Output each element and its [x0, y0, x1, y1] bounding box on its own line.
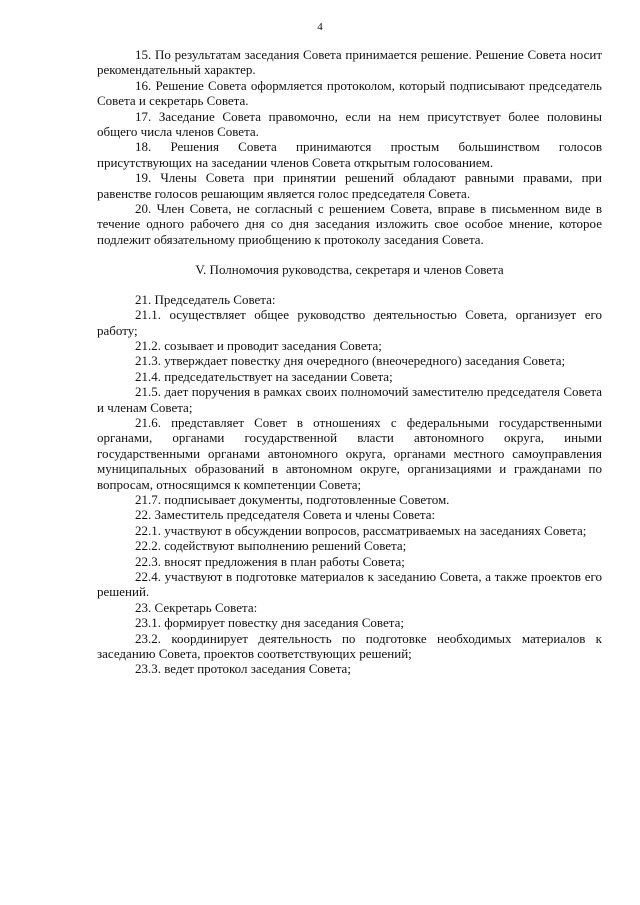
paragraph-19: 19. Члены Совета при принятии решений обладают равными правами, при равенстве голосов решающим является голос председателя Совета. [97, 170, 602, 201]
paragraph-21-3: 21.3. утверждает повестку дня очередного (внеочередного) заседания Совета; [135, 353, 566, 369]
paragraph-22: 22. Заместитель председателя Совета и члены Совета: [135, 507, 436, 523]
paragraph-18: 18. Решения Совета принимаются простым большинством голосов присутствующих на заседании членов Совета открытым голосованием. [97, 139, 602, 170]
paragraph-22-4: 22.4. участвуют в подготовке материалов к заседанию Совета, а также проектов его решений. [97, 569, 602, 600]
paragraph-22-3: 22.3. вносят предложения в план работы Совета; [135, 553, 405, 569]
paragraph-21-6: 21.6. представляет Совет в отношениях с федеральными государственными органами, органами государственной власти автономного округа, иными государственными органами автономного округа, органами местного самоуправления муниципальных образований в автономном округе, организациями и гражданами по вопросам, относящимся к компетенции Совета; [97, 414, 602, 492]
paragraph-21-5: 21.5. дает поручения в рамках своих полномочий заместителю председателя Совета и членам Совета; [97, 384, 602, 415]
paragraph-20: 20. Член Совета, не согласный с решением Совета, вправе в письменном виде в течение одного рабочего дня со дня заседания изложить свое особое мнение, которое подлежит обязательному приобщению к протоколу заседания Совета. [97, 201, 602, 247]
page-number: 4 [317, 21, 323, 33]
section-heading: V. Полномочия руководства, секретаря и членов Совета [195, 262, 504, 278]
paragraph-23-2: 23.2. координирует деятельность по подготовке необходимых материалов к заседанию Совета, проектов соответствующих решений; [97, 630, 602, 662]
document-body [97, 47, 602, 677]
paragraph-17: 17. Заседание Совета правомочно, если на нем присутствует более половины общего числа членов Совета. [97, 108, 602, 140]
paragraph-23-1: 23.1. формирует повестку дня заседания Совета; [135, 615, 404, 631]
paragraph-21-4: 21.4. председательствует на заседании Совета; [135, 368, 393, 384]
paragraph-16: 16. Решение Совета оформляется протоколом, который подписывают председатель Совета и секретарь Совета. [97, 77, 602, 109]
paragraph-15: 15. По результатам заседания Совета принимается решение. Решение Совета носит рекомендательный характер. [97, 47, 602, 78]
paragraph-22-2: 22.2. содействуют выполнению решений Совета; [135, 538, 407, 554]
paragraph-21-2: 21.2. созывает и проводит заседания Совета; [135, 337, 382, 353]
paragraph-21-7: 21.7. подписывает документы, подготовленные Советом. [135, 491, 450, 507]
paragraph-23: 23. Секретарь Совета: [135, 599, 258, 615]
paragraph-23-3: 23.3. ведет протокол заседания Совета; [135, 661, 351, 677]
paragraph-21-1: 21.1. осуществляет общее руководство деятельностью Совета, организует его работу; [97, 307, 602, 338]
paragraph-21: 21. Председатель Совета: [135, 291, 276, 307]
paragraph-22-1: 22.1. участвуют в обсуждении вопросов, рассматриваемых на заседаниях Совета; [135, 522, 587, 538]
